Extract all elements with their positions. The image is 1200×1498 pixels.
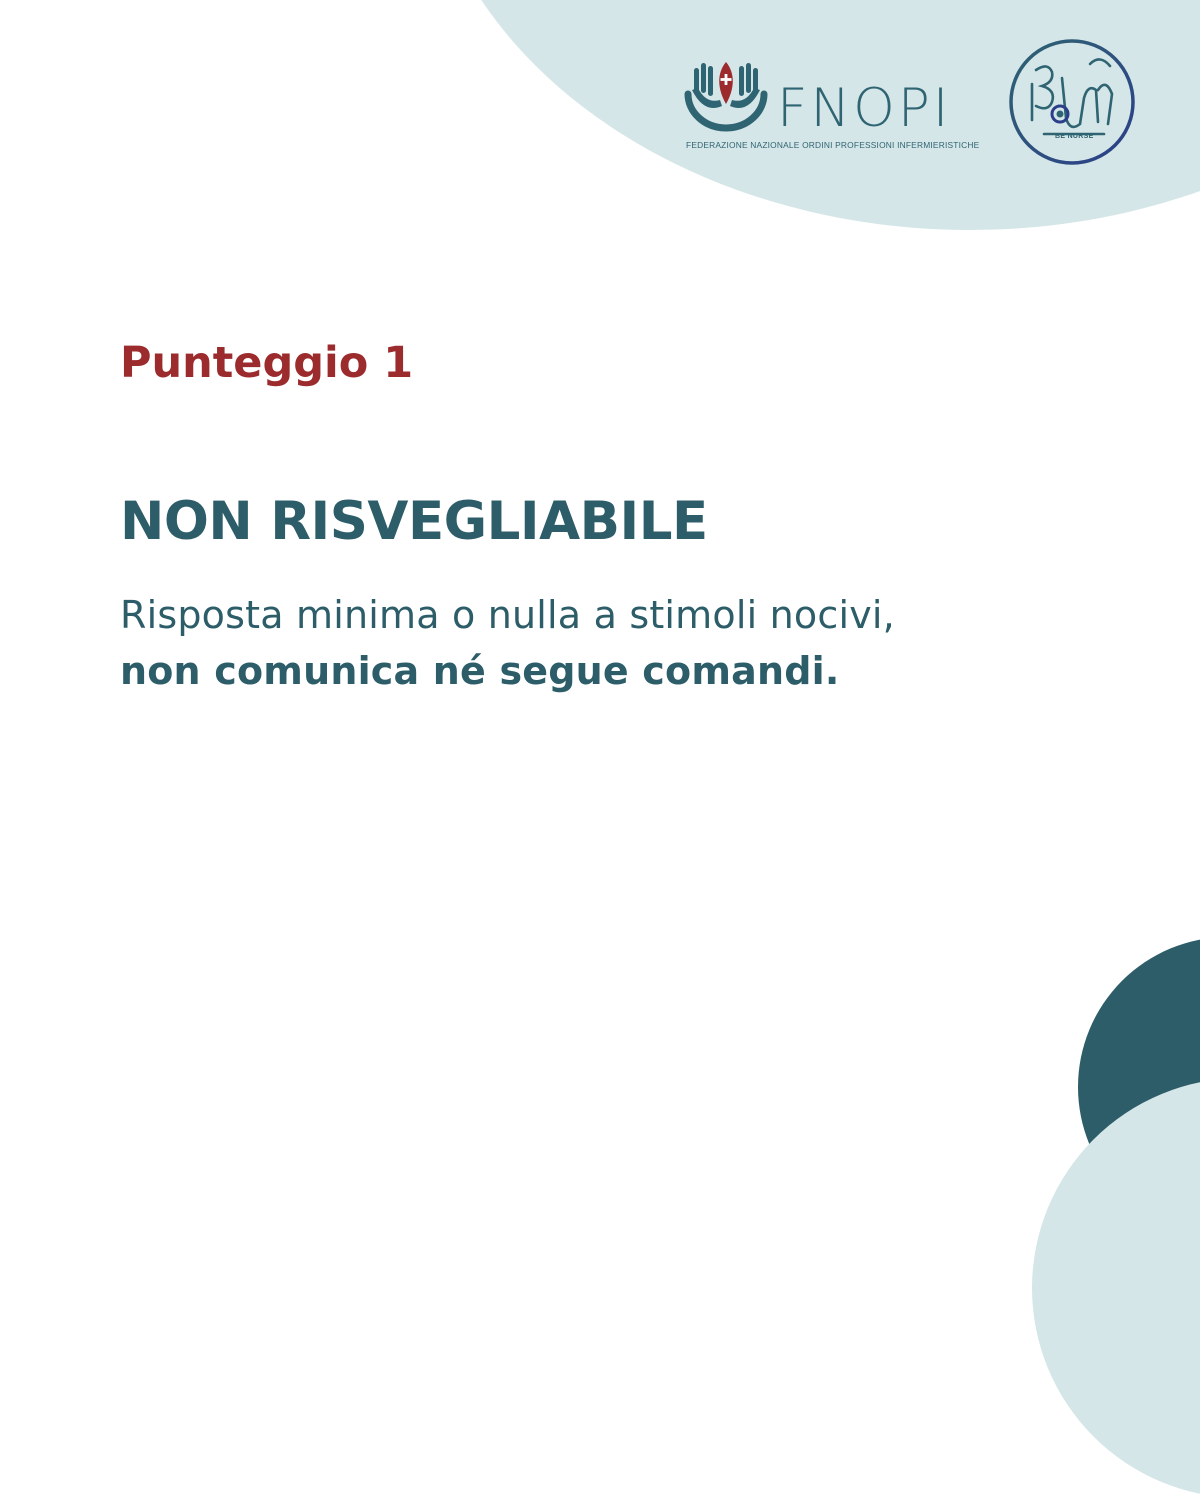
fnopi-wordmark: FNOPI: [777, 78, 952, 139]
fnopi-hands-logo-icon: [684, 60, 768, 144]
description-bold-line: non comunica né segue comandi.: [120, 649, 840, 693]
description: [120, 587, 1120, 699]
decorative-light-circle: [1032, 1078, 1200, 1498]
page-title: NON RISVEGLIABILE: [120, 491, 708, 552]
be-nurse-logo-icon: [1008, 38, 1136, 166]
score-label: Punteggio 1: [120, 338, 414, 388]
description-line: Risposta minima o nulla a stimoli nocivi,: [120, 593, 895, 637]
be-nurse-label: BE NURSE: [1055, 133, 1094, 140]
header-logos: [684, 38, 1144, 163]
fnopi-subtitle: FEDERAZIONE NAZIONALE ORDINI PROFESSIONI INFERMIERISTICHE: [686, 140, 980, 150]
